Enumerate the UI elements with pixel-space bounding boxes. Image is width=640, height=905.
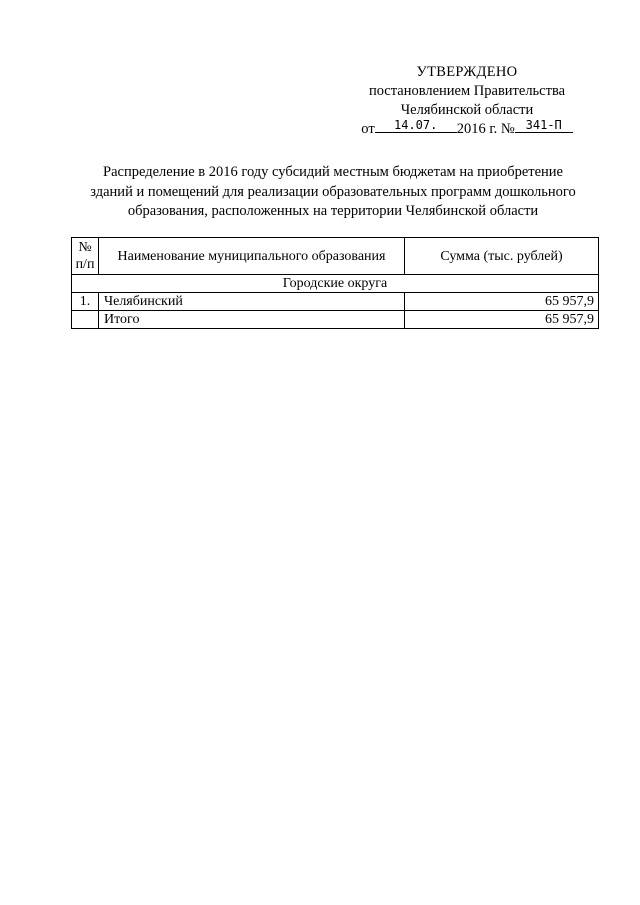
approval-heading: УТВЕРЖДЕНО bbox=[416, 64, 518, 80]
header-number-pp: п/п bbox=[75, 257, 95, 272]
subsidy-table bbox=[71, 237, 599, 329]
title-line-3: образования, расположенных на территории Челябинской области bbox=[127, 203, 539, 219]
approval-number-field: 341-П bbox=[515, 119, 573, 133]
header-sum: Сумма (тыс. рублей) bbox=[405, 238, 599, 275]
row-sum: 65 957,9 bbox=[405, 293, 599, 311]
total-number bbox=[72, 311, 99, 329]
approval-date-line bbox=[352, 120, 582, 139]
total-label: Итого bbox=[99, 311, 405, 329]
row-number: 1. bbox=[72, 293, 99, 311]
table-header-row bbox=[72, 238, 599, 275]
approval-line-decree: постановлением Правительства bbox=[368, 83, 566, 99]
header-name: Наименование муниципального образования bbox=[99, 238, 405, 275]
title-line-2: зданий и помещений для реализации образовательных программ дошкольного bbox=[90, 183, 576, 200]
table-total-row bbox=[72, 311, 599, 329]
row-municipality: Челябинский bbox=[99, 293, 405, 311]
group-label: Городские округа bbox=[72, 275, 599, 293]
approval-date-field: 14.07. bbox=[375, 119, 457, 133]
approval-line-region: Челябинской области bbox=[400, 102, 534, 118]
table-row bbox=[72, 293, 599, 311]
document-title bbox=[70, 163, 596, 222]
header-number-sign: № bbox=[78, 240, 92, 255]
approval-year-text: 2016 г. № bbox=[456, 121, 515, 137]
title-line-1: Распределение в 2016 году субсидий местным бюджетам на приобретение bbox=[103, 164, 563, 180]
header-number bbox=[72, 238, 99, 275]
table-group-row bbox=[72, 275, 599, 293]
approval-prefix: от bbox=[361, 121, 375, 137]
total-sum: 65 957,9 bbox=[405, 311, 599, 329]
approval-block bbox=[352, 63, 582, 139]
